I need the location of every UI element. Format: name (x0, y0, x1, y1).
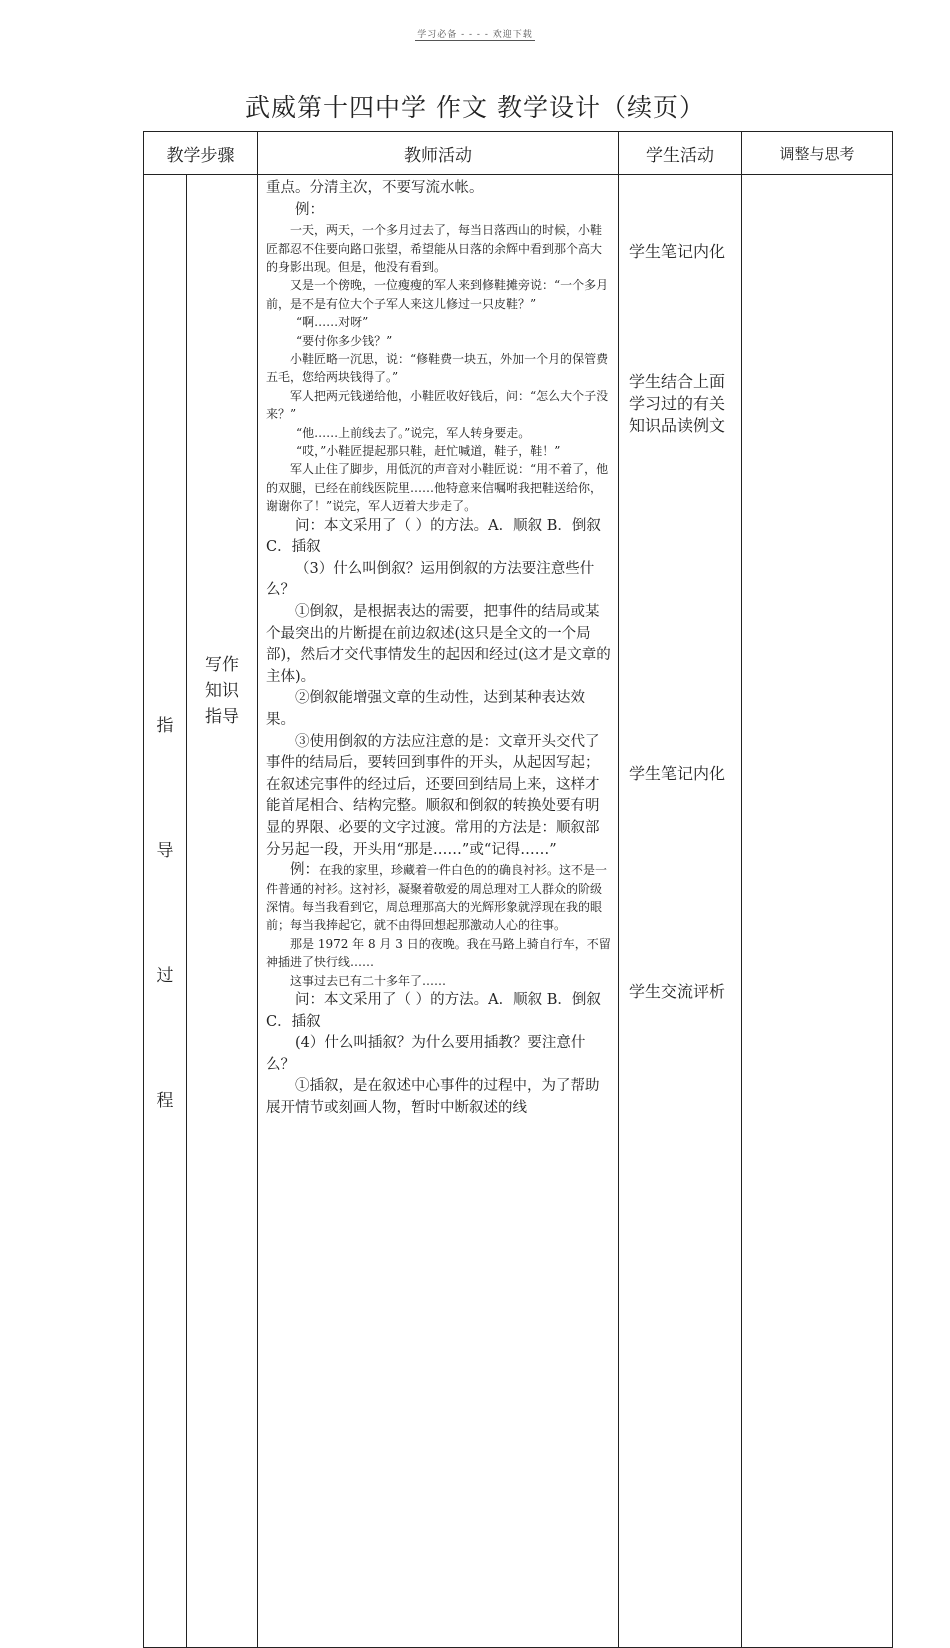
student-note: 学生结合上面学习过的有关知识品读例文 (629, 372, 726, 435)
table-body-row (144, 175, 893, 1648)
teacher-activity-cell (258, 175, 619, 1648)
student-note: 学生笔记内化 (629, 242, 726, 261)
example-paragraph: “要付你多少钱？” (296, 333, 393, 348)
example-paragraph: 小鞋匠略一沉思，说：“修鞋费一块五，外加一个月的保管费五毛，您给两块钱得了。” (266, 352, 609, 385)
student-note: 学生交流评析 (629, 982, 726, 1001)
example-paragraph: 军人止住了脚步，用低沉的声音对小鞋匠说：“用不着了，他的双腿，已经在前线医院里……他特意来信嘱咐我把鞋送给你，谢谢你了！”说完，军人迈着大步走了。 (266, 462, 609, 514)
question-text: 问：本文采用了（ ）的方法。A．顺叙 B．倒叙 C．插叙 (266, 992, 601, 1030)
student-activity-cell (619, 175, 742, 1648)
example-paragraph: “哎，”小鞋匠提起那只鞋，赶忙喊道，鞋子，鞋！” (296, 444, 561, 459)
example-paragraph: 军人把两元钱递给他，小鞋匠收好钱后，问：“怎么大个子没来？” (266, 388, 609, 422)
teacher-text: 重点。分清主次，不要写流水帐。 (266, 180, 484, 196)
step-main-char: 过 (156, 966, 174, 986)
step-sub-cell (187, 175, 258, 1648)
teacher-text: 例： (295, 201, 324, 218)
lesson-plan-table (143, 131, 893, 1648)
example-paragraph: “他……上前线去了。”说完，军人转身要走。 (296, 425, 531, 440)
teacher-paragraph: ③使用倒叙的方法应注意的是：文章开头交代了事件的结局后，要转回到事件的开头，从起因写起；在叙述完事件的经过后，还要回到结局上来，这样才能首尾相合、结构完整。顺叙和倒叙的转换处要有明显的界限、必要的文字过渡。常用的方法是：顺叙部分另起一段，开头用“那是……”或“记得……” (266, 733, 600, 858)
example-paragraph: 那是 1972 年 8 月 3 日的夜晚。我在马路上骑自行车，不留神插进了快行线…… (266, 936, 611, 970)
step-sub-line: 指导 (205, 707, 239, 727)
col-header-student: 学生活动 (619, 132, 742, 175)
header-note: 学习必备 - - - - 欢迎下载 (417, 30, 533, 40)
reflection-cell (742, 175, 893, 1648)
section-heading: （3）什么叫倒叙？运用倒叙的方法要注意些什么？ (266, 560, 595, 599)
section-heading: (4）什么叫插叙？为什么要用插教？要注意什么？ (266, 1035, 586, 1073)
example-paragraph: 又是一个傍晚，一位瘦瘦的军人来到修鞋摊旁说：“一个多月前，是不是有位大个子军人来这儿修过一只皮鞋？” (266, 278, 609, 311)
step-main-char: 指 (156, 716, 174, 736)
teacher-paragraph: ①倒叙，是根据表达的需要，把事件的结局或某个最突出的片断提在前边叙述(这只是全文的一个局部)，然后才交代事情发生的起因和经过(这才是文章的主体)。 (266, 604, 611, 685)
step-main-cell (144, 175, 187, 1648)
step-main-char: 程 (156, 1091, 174, 1111)
teacher-paragraph: ②倒叙能增强文章的生动性，达到某种表达效果。 (266, 690, 585, 729)
example-paragraph: 一天，两天，一个多月过去了，每当日落西山的时候，小鞋匠都忍不住要向路口张望，希望能从日落的余辉中看到那个高大的身影出现。但是，他没有看到。 (266, 223, 603, 274)
example-paragraph: “啊……对呀” (296, 315, 369, 330)
question-text: 问：本文采用了（ ）的方法。A．顺叙 B．倒叙 C．插叙 (266, 517, 601, 556)
page-title: 武威第十四中学 作文 教学设计（续页） (245, 93, 705, 122)
step-sub-line: 知识 (205, 681, 239, 701)
student-note: 学生笔记内化 (629, 764, 726, 783)
table-header-row (144, 132, 893, 175)
step-main-char: 导 (156, 841, 174, 861)
col-header-teacher: 教师活动 (258, 132, 619, 175)
example-paragraph: 这事过去已有二十多年了…… (290, 973, 447, 988)
example-paragraph: 在我的家里，珍藏着一件白色的的确良衬衫。这不是一件普通的衬衫。这衬衫，凝聚着敬爱的周总理对工人群众的阶级深情。每当我看到它，周总理那高大的光辉形象就浮现在我的眼前；每当我捧起它，就不由得回想起那激动人心的往事。 (266, 863, 608, 933)
col-header-reflection: 调整与思考 (742, 132, 893, 175)
step-sub-line: 写作 (205, 655, 239, 675)
teacher-paragraph: ①插叙，是在叙述中心事件的过程中，为了帮助展开情节或刻画人物，暂时中断叙述的线 (266, 1078, 600, 1116)
col-header-steps: 教学步骤 (144, 132, 258, 175)
example-label: 例： (290, 862, 319, 879)
